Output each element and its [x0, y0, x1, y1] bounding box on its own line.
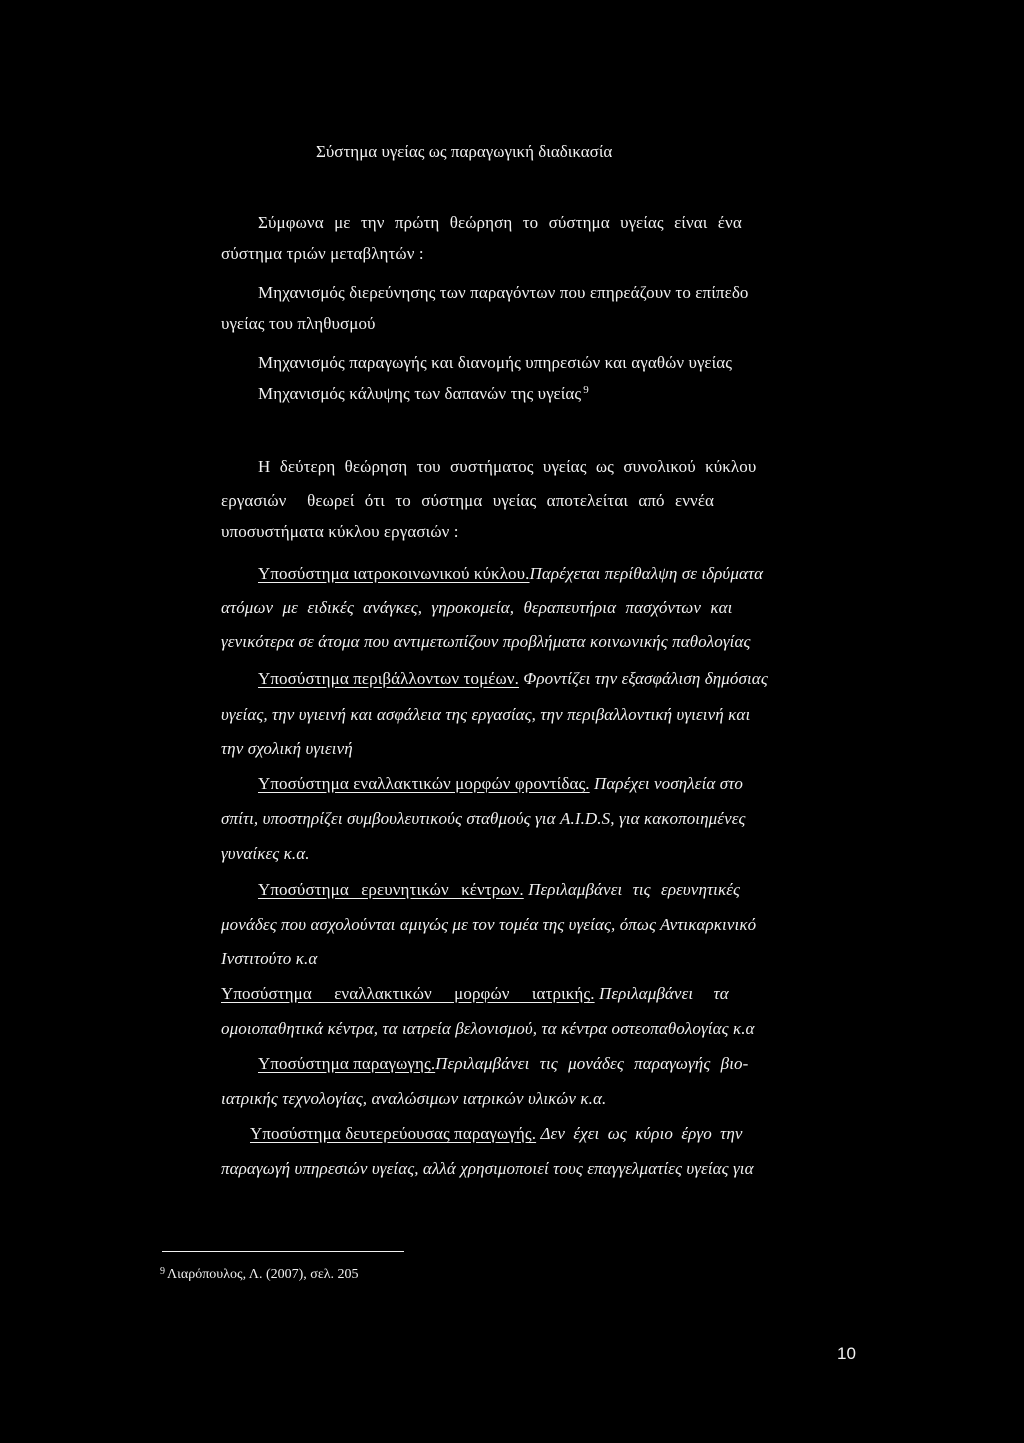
subsystem-heading: Υποσύστημα περιβάλλοντων τομέων. — [258, 669, 519, 688]
subsystem-line — [258, 563, 763, 585]
paragraph-line: υποσυστήματα κύκλου εργασιών : — [221, 522, 459, 541]
subsystem-text: Παρέχεται περίθαλψη σε ιδρύματα — [529, 564, 764, 583]
paragraph-line: σύστημα τριών μεταβλητών : — [221, 244, 424, 263]
footnote — [160, 1266, 359, 1284]
footnote-text: Λιαρόπουλος, Λ. (2007), σελ. 205 — [167, 1267, 359, 1282]
subsystem-line — [221, 597, 732, 619]
subsystem-line: γυναίκες κ.α. — [221, 844, 310, 863]
subsystem-heading: Υποσύστημα ιατροκοινωνικού κύκλου. — [258, 564, 530, 583]
text-span: ατόμων με ειδικές ανάγκες, γηροκομεία, θεραπευτήρια πασχόντων και — [221, 598, 733, 617]
list-item: Μηχανισμός διερεύνησης των παραγόντων που επηρεάζουν το επίπεδο — [258, 283, 749, 302]
subsystem-heading: Υποσύστημα δευτερεύουσας παραγωγής. — [250, 1124, 537, 1143]
subsystem-line: παραγωγή υπηρεσιών υγείας, αλλά χρησιμοποιεί τους επαγγελματίες υγείας για — [221, 1159, 754, 1178]
subsystem-line — [258, 668, 768, 690]
subsystem-line — [250, 1123, 743, 1145]
subsystem-line: σπίτι, υποστηρίζει συμβουλευτικούς σταθμούς για A.I.D.S, για κακοποιημένες — [221, 809, 746, 828]
text-span: Η δεύτερη θεώρηση του συστήματος υγείας ως συνολικού κύκλου — [258, 457, 757, 476]
list-item: Μηχανισμός παραγωγής και διανομής υπηρεσιών και αγαθών υγείας — [258, 353, 733, 372]
subsystem-text: Περιλαμβάνει τις ερευνητικές — [528, 880, 741, 899]
subsystem-line: ομοιοπαθητικά κέντρα, τα ιατρεία βελονισμού, τα κέντρα οστεοπαθολογίας κ.α — [221, 1019, 755, 1038]
subsystem-line: Ινστιτούτο κ.α — [221, 949, 318, 968]
footnote-divider — [162, 1251, 404, 1252]
paragraph-line — [258, 212, 849, 234]
subsystem-line: γενικότερα σε άτομα που αντιμετωπίζουν προβλήματα κοινωνικής παθολογίας — [221, 632, 751, 651]
text-span: Μηχανισμός κάλυψης των δαπανών της υγείας — [258, 384, 582, 403]
subsystem-line: υγείας, την υγιεινή και ασφάλεια της εργασίας, την περιβαλλοντική υγιεινή και — [221, 705, 751, 724]
subsystem-line — [221, 983, 729, 1005]
subsystem-line: ιατρικής τεχνολογίας, αναλώσιμων ιατρικών υλικών κ.α. — [221, 1089, 607, 1108]
subsystem-line — [258, 879, 740, 901]
footnote-reference: 9 — [583, 384, 589, 396]
paragraph-line — [258, 456, 849, 478]
subsystem-text: Φροντίζει την εξασφάλιση δημόσιας — [523, 669, 768, 688]
list-item — [258, 383, 589, 405]
footnote-number: 9 — [160, 1266, 165, 1277]
section-title: Σύστημα υγείας ως παραγωγική διαδικασία — [316, 142, 613, 161]
text-span: εργασιών θεωρεί ότι το σύστημα υγείας αποτελείται από εννέα — [221, 491, 715, 510]
subsystem-line: μονάδες που ασχολούνται αμιγώς με τον τομέα της υγείας, όπως Αντικαρκινικό — [221, 915, 757, 934]
subsystem-heading: Υποσύστημα εναλλακτικών μορφών ιατρικής. — [221, 984, 595, 1003]
subsystem-line — [258, 773, 743, 795]
list-item-continuation: υγείας του πληθυσμού — [221, 314, 376, 333]
subsystem-text: Περιλαμβάνει τα — [598, 984, 729, 1003]
subsystem-heading: Υποσύστημα παραγωγης. — [258, 1054, 436, 1073]
paragraph-line — [221, 490, 714, 512]
text-span: Σύμφωνα με την πρώτη θεώρηση το σύστημα υγείας είναι ένα — [258, 213, 742, 232]
subsystem-text: Παρέχει νοσηλεία στο — [594, 774, 744, 793]
subsystem-heading: Υποσύστημα εναλλακτικών μορφών φροντίδας. — [258, 774, 590, 793]
subsystem-line — [258, 1053, 748, 1075]
subsystem-line: την σχολική υγιεινή — [221, 739, 353, 758]
subsystem-heading: Υποσύστημα ερευνητικών κέντρων. — [258, 880, 524, 899]
subsystem-text: Δεν έχει ως κύριο έργο την — [540, 1124, 743, 1143]
page-number: 10 — [837, 1344, 856, 1363]
subsystem-text: Περιλαμβάνει τις μονάδες παραγωγής βιο- — [435, 1054, 749, 1073]
